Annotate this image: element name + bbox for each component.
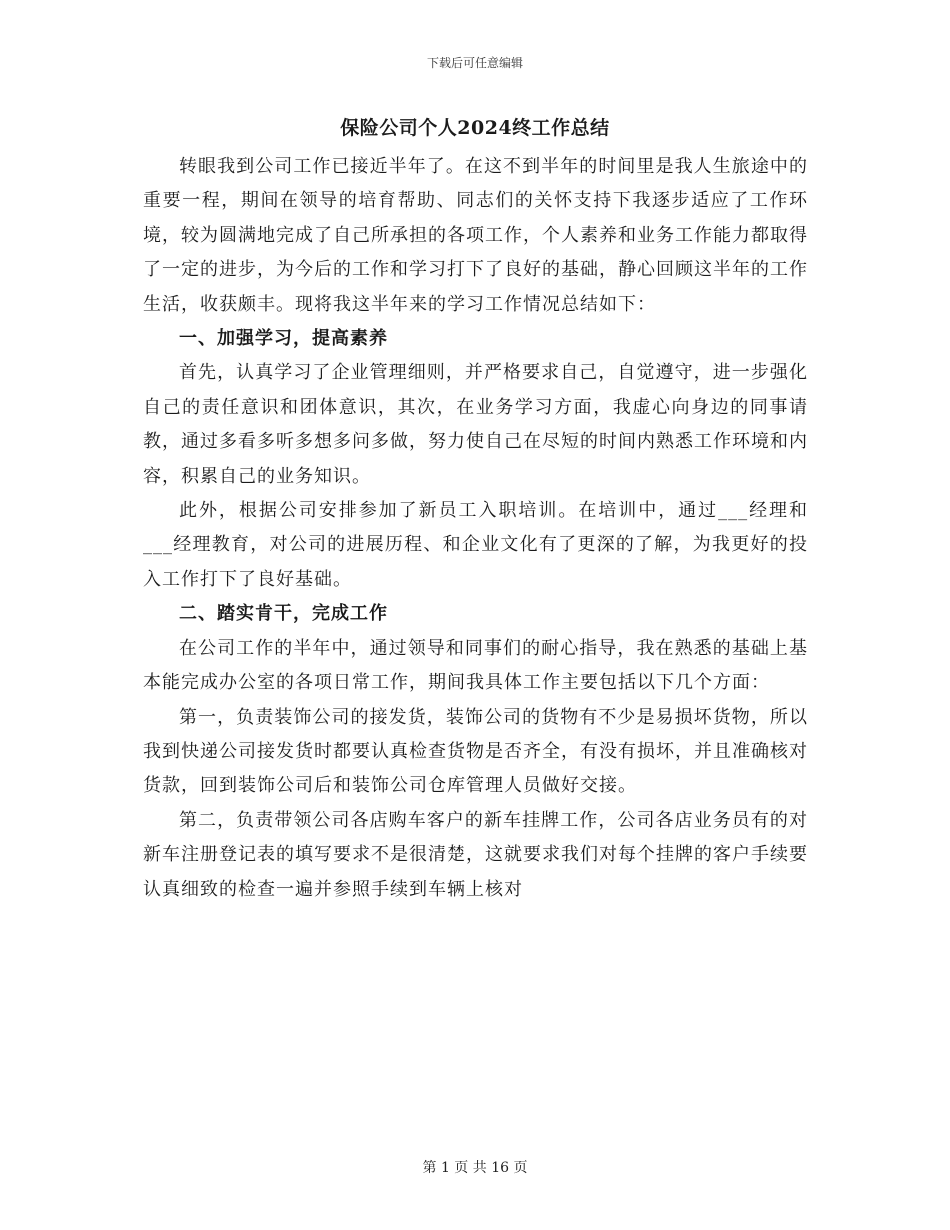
paragraph: 此外，根据公司安排参加了新员工入职培训。在培训中，通过___经理和___经理教育，对公司的进展历程、和企业文化有了更深的了解，为我更好的投入工作打下了良好基础。 (143, 500, 808, 590)
document-title: 保险公司个人2024终工作总结 (340, 117, 610, 139)
paragraph: 首先，认真学习了企业管理细则，并严格要求自己，自觉遵守，进一步强化自己的责任意识和团体意识，其次，在业务学习方面，我虚心向身边的同事请教，通过多看多听多想多问多做，努力使自己在尽短的时间内熟悉工作环境和内容，积累自己的业务知识。 (143, 362, 808, 487)
page-footer: 第 1 页 共 16 页 (422, 1160, 528, 1176)
paragraph: 第二，负责带领公司各店购车客户的新车挂牌工作，公司各店业务员有的对新车注册登记表的填写要求不是很清楚，这就要求我们对每个挂牌的客户手续要认真细致的检查一遍并参照手续到车辆上核对 (143, 809, 808, 900)
page-header: 下载后可任意编辑 (426, 56, 523, 70)
section-heading-1: 一、加强学习，提高素养 (179, 328, 388, 350)
paragraph: 在公司工作的半年中，通过领导和同事们的耐心指导，我在熟悉的基础上基本能完成办公室的各项日常工作，期间我具体工作主要包括以下几个方面： (143, 637, 808, 694)
section-heading-2: 二、踏实肯干，完成工作 (179, 603, 388, 625)
paragraph: 第一，负责装饰公司的接发货，装饰公司的货物有不少是易损坏货物，所以我到快递公司接发货时都要认真检查货物是否齐全，有没有损坏，并且准确核对货款，回到装饰公司后和装饰公司仓库管理人员做好交接。 (143, 706, 808, 797)
paragraph-intro: 转眼我到公司工作已接近半年了。在这不到半年的时间里是我人生旅途中的重要一程，期间在领导的培育帮助、同志们的关怀支持下我逐步适应了工作环境，较为圆满地完成了自己所承担的各项工作，个人素养和业务工作能力都取得了一定的进步，为今后的工作和学习打下了良好的基础，静心回顾这半年的工作生活，收获颇丰。现将我这半年来的学习工作情况总结如下： (143, 156, 808, 315)
document-body (143, 150, 808, 907)
